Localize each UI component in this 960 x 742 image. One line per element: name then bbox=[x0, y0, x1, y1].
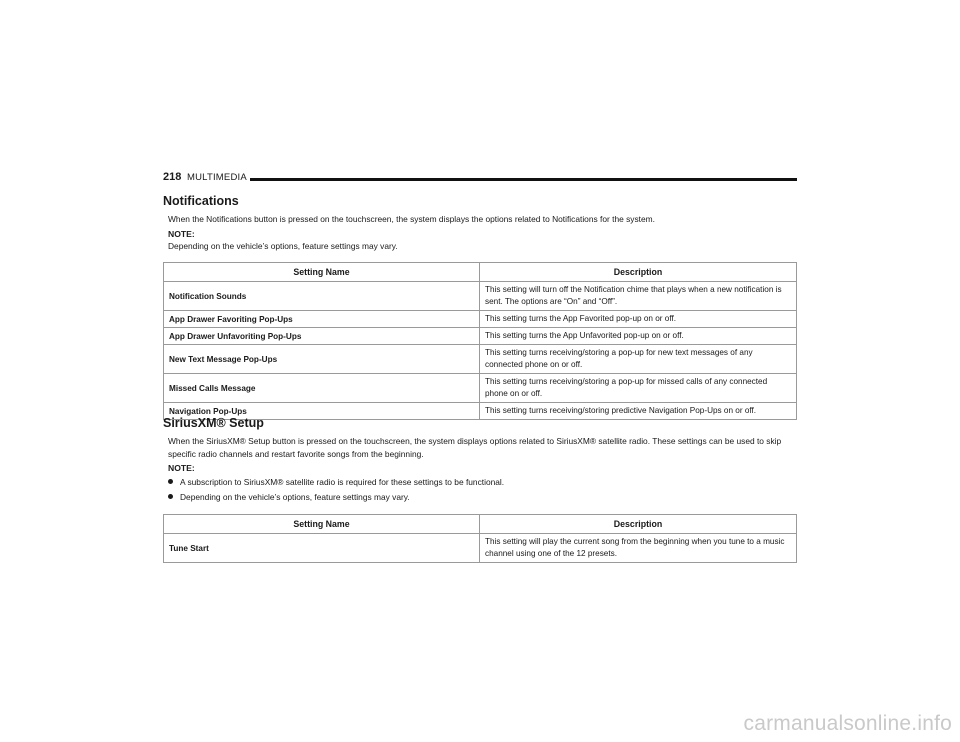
setting-description: This setting turns the App Favorited pop-up on or off. bbox=[480, 311, 797, 328]
bullet-item bbox=[168, 492, 410, 502]
notifications-note-text: Depending on the vehicle’s options, feature settings may vary. bbox=[168, 241, 398, 251]
table-row bbox=[164, 374, 797, 403]
setting-description: This setting turns receiving/storing a pop-up for missed calls of any connected phone on or off. bbox=[480, 374, 797, 403]
notifications-note-label: NOTE: bbox=[168, 229, 195, 239]
watermark-text: carmanualsonline.info bbox=[743, 712, 952, 735]
setting-name: New Text Message Pop-Ups bbox=[164, 345, 480, 374]
bullet-icon bbox=[168, 479, 173, 484]
section-name: MULTIMEDIA bbox=[187, 172, 247, 183]
table-row bbox=[164, 534, 797, 563]
setting-name: Missed Calls Message bbox=[164, 374, 480, 403]
setting-name: Tune Start bbox=[164, 534, 480, 563]
setting-name: App Drawer Unfavoriting Pop-Ups bbox=[164, 328, 480, 345]
notifications-intro: When the Notifications button is pressed on the touchscreen, the system displays the options related to Notifications for the system. bbox=[168, 214, 655, 224]
setting-name: Navigation Pop-Ups bbox=[164, 403, 480, 420]
table-header-row bbox=[164, 263, 797, 282]
setting-name: App Drawer Favoriting Pop-Ups bbox=[164, 311, 480, 328]
siriusxm-table bbox=[163, 514, 797, 563]
notifications-table bbox=[163, 262, 797, 420]
table-row bbox=[164, 345, 797, 374]
table-row bbox=[164, 311, 797, 328]
siriusxm-heading: SiriusXM® Setup bbox=[163, 416, 264, 430]
header-rule bbox=[250, 178, 797, 181]
page-number: 218 bbox=[163, 171, 182, 183]
table-header-row bbox=[164, 515, 797, 534]
column-header-setting-name: Setting Name bbox=[164, 263, 480, 282]
siriusxm-note-label: NOTE: bbox=[168, 463, 195, 473]
setting-description: This setting turns the App Unfavorited pop-up on or off. bbox=[480, 328, 797, 345]
bullet-text: A subscription to SiriusXM® satellite radio is required for these settings to be functional. bbox=[180, 477, 505, 487]
bullet-text: Depending on the vehicle’s options, feature settings may vary. bbox=[180, 492, 410, 502]
table-row bbox=[164, 282, 797, 311]
notifications-heading: Notifications bbox=[163, 194, 239, 208]
siriusxm-intro: When the SiriusXM® Setup button is pressed on the touchscreen, the system displays options related to SiriusXM® satellite radio. These settings can be used to skip specific radio channels and restart favorite songs from the beginning. bbox=[168, 436, 782, 459]
bullet-item bbox=[168, 477, 504, 487]
column-header-description: Description bbox=[480, 515, 797, 534]
setting-description: This setting turns receiving/storing a pop-up for new text messages of any connected phone on or off. bbox=[480, 345, 797, 374]
bullet-icon bbox=[168, 494, 173, 499]
column-header-setting-name: Setting Name bbox=[164, 515, 480, 534]
page-header bbox=[163, 171, 797, 187]
column-header-description: Description bbox=[480, 263, 797, 282]
setting-description: This setting will turn off the Notification chime that plays when a new notification is sent. The options are “On” and “Off”. bbox=[480, 282, 797, 311]
setting-name: Notification Sounds bbox=[164, 282, 480, 311]
setting-description: This setting will play the current song from the beginning when you tune to a music channel using one of the 12 presets. bbox=[480, 534, 797, 563]
setting-description: This setting turns receiving/storing predictive Navigation Pop-Ups on or off. bbox=[480, 403, 797, 420]
table-row bbox=[164, 328, 797, 345]
